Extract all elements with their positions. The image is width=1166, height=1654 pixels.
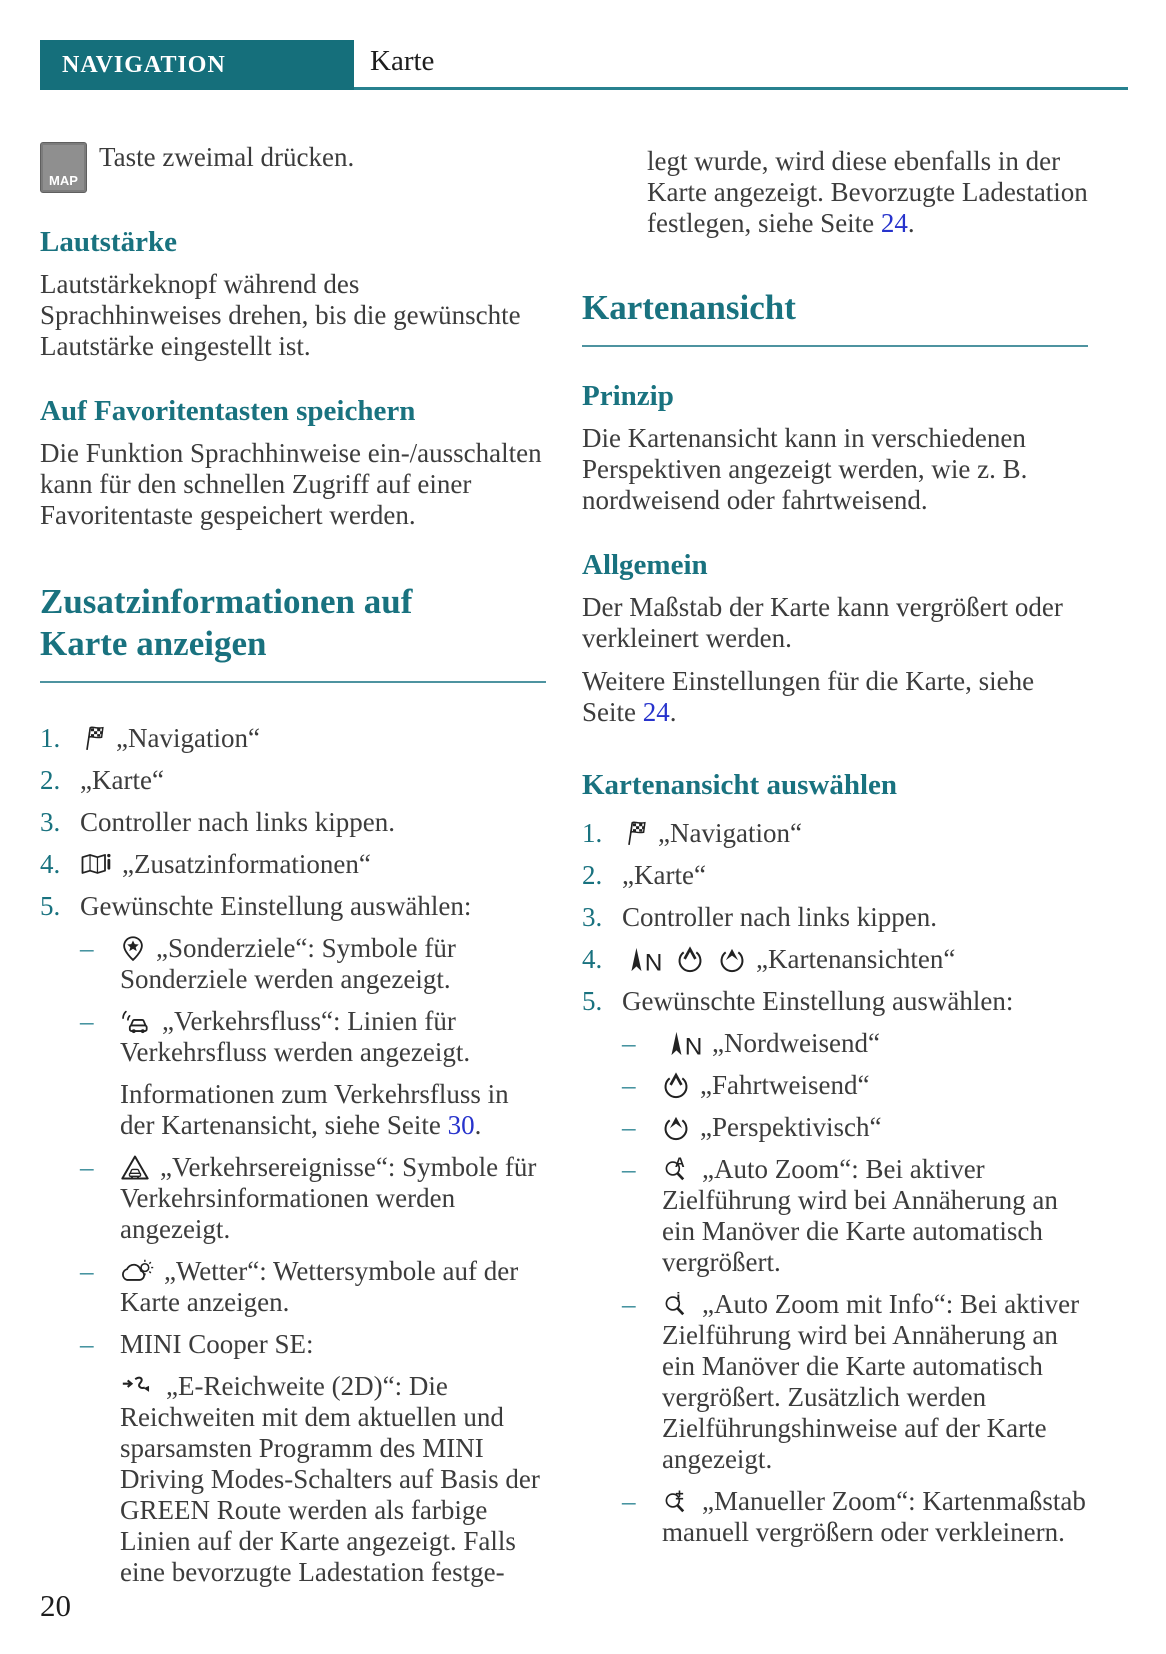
- north-up-icon: [622, 946, 662, 973]
- text-segment: Weitere Einstellungen für die Karte, siehe Seite: [582, 666, 1035, 727]
- list-item: [80, 933, 546, 995]
- option-text: „Manueller Zoom“: Kartenmaßstab manuell vergrößern oder verkleinern.: [662, 1486, 1086, 1547]
- option-text: „Fahrtweisend“: [700, 1070, 870, 1100]
- traffic-flow-icon: [120, 1008, 152, 1035]
- page-number: 20: [40, 1588, 71, 1623]
- select-map-view-steps: [582, 818, 1088, 1548]
- chapter-title: Karte: [370, 45, 435, 77]
- map-extra-info-icon: [80, 851, 112, 878]
- option-content: [120, 1329, 546, 1588]
- traffic-incident-icon: [120, 1154, 150, 1181]
- option-text: „Sonderziele“: Symbole für Sonderziele werden angezeigt.: [120, 933, 456, 994]
- right-column: [582, 142, 1088, 1599]
- e-range-icon: [120, 1373, 156, 1400]
- heading-principle: Prinzip: [582, 380, 674, 412]
- list-item: [582, 860, 1088, 891]
- step-number: 1.: [40, 723, 61, 753]
- list-item: [40, 765, 546, 796]
- step-number: 4.: [582, 944, 603, 974]
- dash-bullet: –: [622, 1070, 636, 1100]
- principle-paragraph: Die Kartenansicht kann in verschiedenen Perspektiven angezeigt werden, wie z. B. nordweisend oder fahrtweisend.: [582, 423, 1028, 515]
- step-content: [80, 891, 546, 922]
- list-item: [40, 723, 546, 754]
- option-content: [662, 1112, 1088, 1143]
- extra-info-options: [80, 933, 546, 1588]
- option-content: [120, 1256, 546, 1318]
- option-text: MINI Cooper SE:: [120, 1329, 314, 1359]
- text-segment: Informationen zum Verkehrsfluss in der Kartenansicht, siehe Seite: [120, 1079, 509, 1140]
- checkered-flag-icon: [622, 820, 648, 847]
- dash-bullet: –: [622, 1112, 636, 1142]
- cross-reference-note: [120, 1079, 546, 1141]
- option-text: „Auto Zoom“: Bei aktiver Zielführung wird bei Annäherung an ein Manöver die Karte automatisch vergrößert.: [662, 1154, 1058, 1277]
- step-label: „Kartenansichten“: [756, 944, 956, 974]
- step-content: [622, 944, 1088, 975]
- dash-bullet: –: [622, 1028, 636, 1058]
- step-number: 2.: [582, 860, 603, 890]
- option-text: „Verkehrsereignisse“: Symbole für Verkehrsinformationen werden angezeigt.: [120, 1152, 537, 1244]
- dash-bullet: –: [80, 933, 94, 963]
- map-key-label: MAP: [49, 173, 78, 188]
- step-label: „Karte“: [622, 860, 706, 890]
- auto-zoom-info-icon: [662, 1291, 692, 1318]
- dash-bullet: –: [80, 1329, 94, 1359]
- option-text: „Verkehrsfluss“: Linien für Verkehrsfluss werden angezeigt.: [120, 1006, 471, 1067]
- option-content: [120, 1152, 546, 1245]
- list-item: [582, 818, 1088, 849]
- dash-bullet: –: [80, 1256, 94, 1286]
- heading-map-view-text: Kartenansicht: [582, 288, 796, 327]
- heading-extra-info-text: Zusatzinformationen auf Karte anzeigen: [40, 582, 413, 663]
- option-content: [120, 933, 546, 995]
- step-number: 4.: [40, 849, 61, 879]
- step-content: [80, 723, 546, 754]
- general-paragraph-2: [582, 666, 1088, 728]
- heading-extra-info: [40, 581, 546, 683]
- list-item: [622, 1112, 1088, 1143]
- option-content: [120, 1006, 546, 1141]
- list-item: [40, 891, 546, 922]
- step-content: [80, 849, 546, 880]
- text-segment: .: [474, 1110, 482, 1140]
- weather-icon: [120, 1258, 154, 1285]
- left-column: [40, 142, 546, 1599]
- volume-paragraph: Lautstärkeknopf während des Sprachhinweises drehen, bis die gewünschte Lautstärke eingestellt ist.: [40, 269, 521, 361]
- checkered-flag-icon: [80, 725, 106, 752]
- step-label: Gewünschte Einstellung auswählen:: [622, 986, 1014, 1016]
- step-label: Controller nach links kippen.: [622, 902, 937, 932]
- poi-pin-star-icon: [120, 935, 146, 962]
- north-up-icon: [662, 1030, 702, 1057]
- e-range-paragraph: [120, 1371, 546, 1588]
- page-link[interactable]: 30: [447, 1110, 475, 1140]
- text-segment: .: [907, 208, 915, 238]
- heading-up-icon: [662, 1072, 690, 1099]
- list-item: [80, 1256, 546, 1318]
- step-content: [622, 902, 1088, 933]
- heading-up-icon: [676, 946, 704, 973]
- list-item: [40, 807, 546, 838]
- list-item: [582, 944, 1088, 975]
- list-item: [622, 1486, 1088, 1548]
- heading-map-view: [582, 287, 1088, 347]
- step-number: 1.: [582, 818, 603, 848]
- step-content: [622, 986, 1088, 1017]
- step-label: Controller nach links kippen.: [80, 807, 395, 837]
- step-label: „Karte“: [80, 765, 164, 795]
- list-item: [80, 1152, 546, 1245]
- step-content: [80, 807, 546, 838]
- step-number: 5.: [40, 891, 61, 921]
- list-item: [40, 849, 546, 880]
- manual-zoom-icon: [662, 1488, 692, 1515]
- heading-volume: Lautstärke: [40, 226, 177, 258]
- step-label: „Navigation“: [658, 818, 802, 848]
- list-item: [622, 1154, 1088, 1278]
- list-item: [80, 1329, 546, 1588]
- step-number: 3.: [40, 807, 61, 837]
- dash-bullet: –: [622, 1289, 636, 1319]
- dash-bullet: –: [80, 1006, 94, 1036]
- perspective-icon: [718, 946, 746, 973]
- option-content: [662, 1028, 1088, 1059]
- continuation-paragraph: [647, 146, 1088, 239]
- dash-bullet: –: [622, 1154, 636, 1184]
- map-key-instruction: Taste zweimal drücken.: [99, 142, 355, 172]
- step-content: [622, 818, 1088, 849]
- heading-favorites: Auf Favoritentasten speichern: [40, 395, 416, 427]
- option-text: „Wetter“: Wettersymbole auf der Karte anzeigen.: [120, 1256, 519, 1317]
- page-link[interactable]: 24: [880, 208, 908, 238]
- list-item: [80, 1006, 546, 1141]
- step-label: „Navigation“: [116, 723, 260, 753]
- option-content: [662, 1154, 1088, 1278]
- perspective-icon: [662, 1114, 690, 1141]
- option-content: [662, 1289, 1088, 1475]
- step-content: [622, 860, 1088, 891]
- map-key-row: [40, 142, 546, 193]
- list-item: [582, 902, 1088, 933]
- option-text: „Auto Zoom mit Info“: Bei aktiver Zielführung wird bei Annäherung an ein Manöver die Karte automatisch vergrößert. Zusätzlich werden Zielführungshinweise auf der Karte angezeigt.: [662, 1289, 1080, 1474]
- general-paragraph-1: Der Maßstab der Karte kann vergrößert oder verkleinert werden.: [582, 592, 1063, 653]
- option-text: „Nordweisend“: [712, 1028, 880, 1058]
- map-view-options: [622, 1028, 1088, 1548]
- page-header: [40, 40, 1128, 90]
- favorites-paragraph: Die Funktion Sprachhinweise ein-/ausschalten kann für den schnellen Zugriff auf einer Favoritentaste gespeichert werden.: [40, 438, 542, 530]
- step-number: 3.: [582, 902, 603, 932]
- map-key-icon: [40, 142, 87, 193]
- text-segment: legt wurde, wird diese ebenfalls in der Karte angezeigt. Bevorzugte Ladestation festlegen, siehe Seite: [647, 146, 1088, 238]
- auto-zoom-icon: [662, 1156, 692, 1183]
- step-label: „Zusatzinformationen“: [122, 849, 371, 879]
- option-content: [662, 1486, 1088, 1548]
- option-text: „E-Reichweite (2D)“: Die Reichweiten mit dem aktuellen und sparsamsten Programm des MINI Driving Modes-Schalters auf Basis der GREEN Route werden als farbige Linien auf der Karte angezeigt. Falls eine bevorzugte Ladestation festge-: [120, 1371, 540, 1587]
- dash-bullet: –: [622, 1486, 636, 1516]
- list-item: [622, 1289, 1088, 1475]
- section-tab: [40, 40, 354, 90]
- option-text: „Perspektivisch“: [700, 1112, 882, 1142]
- option-content: [662, 1070, 1088, 1101]
- dash-bullet: –: [80, 1152, 94, 1182]
- heading-select-map-view: Kartenansicht auswählen: [582, 769, 898, 801]
- list-item: [622, 1070, 1088, 1101]
- text-segment: .: [669, 697, 677, 727]
- list-item: [582, 986, 1088, 1017]
- heading-general: Allgemein: [582, 549, 708, 581]
- page-link[interactable]: 24: [642, 697, 670, 727]
- step-number: 2.: [40, 765, 61, 795]
- step-content: [80, 765, 546, 796]
- step-label: Gewünschte Einstellung auswählen:: [80, 891, 472, 921]
- section-label: NAVIGATION: [62, 52, 226, 78]
- list-item: [622, 1028, 1088, 1059]
- step-number: 5.: [582, 986, 603, 1016]
- extra-info-steps: [40, 723, 546, 1588]
